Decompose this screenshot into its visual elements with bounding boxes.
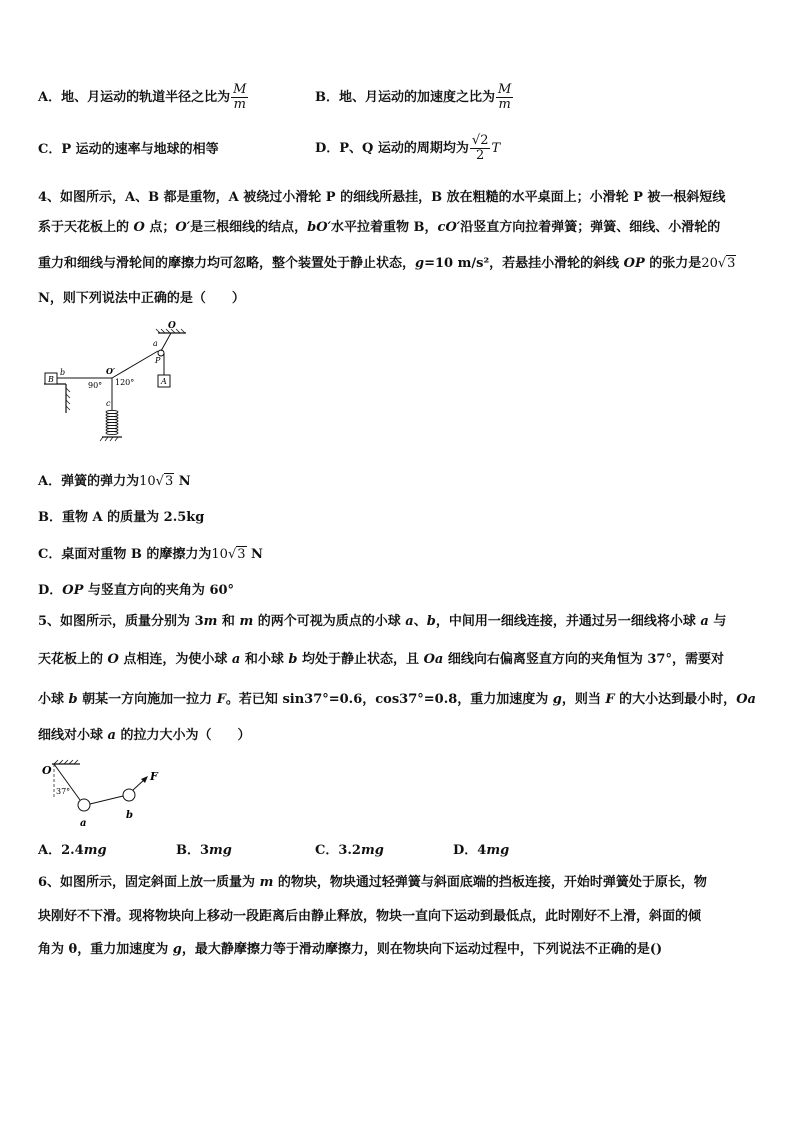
- q5-option-a: A．2.4mg: [38, 843, 107, 858]
- q5-figure: [40, 758, 170, 830]
- q4-option-a: A．弹簧的弹力为10√3 N: [38, 474, 191, 489]
- q4-line-4: N，则下列说法中正确的是（ ）: [38, 291, 245, 306]
- q5-line-2: 天花板上的 O 点相连，为使小球 a 和小球 b 均处于静止状态，且 Oa 细线向右偏离竖直方向的夹角恒为 37°，需要对: [38, 652, 724, 667]
- q3-option-c: C．P 运动的速率与地球的相等: [38, 142, 219, 157]
- q4-tension-value: 20√3: [701, 256, 736, 271]
- q4-fig-label-120: 120°: [115, 378, 135, 387]
- q4-fig-label-90: 90°: [88, 381, 103, 390]
- q3-option-a-fraction: $\frac{M}{m}$: [233, 82, 247, 112]
- q4-fig-label-c: c: [106, 399, 111, 408]
- q3-option-a-text: A．地、月运动的轨道半径之比为: [38, 90, 231, 105]
- q4-line-3: 重力和细线与滑轮间的摩擦力均可忽略，整个装置处于静止状态，g=10 m/s²，若悬挂小滑轮的斜线 OP 的张力是20√3: [38, 256, 736, 271]
- q4-fig-label-o-prime: O′: [106, 366, 116, 376]
- q3-option-d-fraction: $\frac{√2}{2}$: [471, 133, 489, 163]
- ball-a: [78, 799, 90, 811]
- q5-fig-label-a: a: [80, 818, 87, 829]
- q3-option-a: [38, 83, 249, 112]
- q3-option-d-text: D．P、Q 运动的周期均为: [315, 141, 469, 156]
- q4-fig-label-p: P: [155, 356, 161, 365]
- q5-option-c: C．3.2mg: [315, 843, 384, 858]
- q3-option-b: [315, 83, 514, 112]
- q4-figure: [40, 318, 200, 443]
- q5-line-1: 5、如图所示，质量分别为 3m 和 m 的两个可视为质点的小球 a、b，中间用一细线连接，并通过另一细线将小球 a 与: [38, 614, 727, 629]
- spring-icon: [106, 410, 118, 434]
- q5-line-4: 细线对小球 a 的拉力大小为（ ）: [38, 728, 251, 743]
- q3-option-d: D．P、Q 运动的周期均为 $\frac{√2}{2}$ T: [315, 133, 501, 163]
- q5-fig-label-f: F: [150, 770, 158, 783]
- q4-fig-label-o: O: [168, 321, 176, 331]
- q4-option-b: B．重物 A 的质量为 2.5kg: [38, 510, 205, 525]
- q4-option-c: C．桌面对重物 B 的摩擦力为10√3 N: [38, 547, 263, 562]
- q5-option-d: D．4mg: [453, 843, 510, 858]
- q4-line-1: 4、如图所示，A、B 都是重物，A 被绕过小滑轮 P 的细线所悬挂，B 放在粗糙的水平桌面上；小滑轮 P 被一根斜短线: [38, 190, 726, 205]
- q4-line-2: 系于天花板上的 O 点；O′是三根细线的结点，bO′水平拉着重物 B，cO′沿竖直方向拉着弹簧；弹簧、细线、小滑轮的: [38, 220, 721, 235]
- q5-fig-label-37: 37°: [56, 787, 71, 796]
- q6-line-2: 块刚好不下滑。现将物块向上移动一段距离后由静止释放，物块一直向下运动到最低点，此时刚好不上滑，斜面的倾: [38, 909, 702, 924]
- q5-line-3: 小球 b 朝某一方向施加一拉力 F。若已知 sin37°=0.6，cos37°=0.8，重力加速度为 g，则当 F 的大小达到最小时，Oa: [38, 692, 756, 707]
- q4-fig-label-a: a: [153, 339, 158, 348]
- q6-line-3: 角为 θ，重力加速度为 g，最大静摩擦力等于滑动摩擦力，则在物块向下运动过程中，下列说法不正确的是(): [38, 942, 663, 957]
- q5-fig-label-b: b: [126, 810, 133, 821]
- q5-fig-label-o: O: [42, 764, 52, 777]
- q4-fig-label-b: b: [60, 368, 66, 377]
- q3-option-b-text: B．地、月运动的加速度之比为: [315, 90, 495, 105]
- q3-option-b-fraction: $\frac{M}{m}$: [498, 82, 512, 112]
- q4-option-d: D．OP 与竖直方向的夹角为 60°: [38, 583, 235, 598]
- q4-fig-label-block-b: B: [48, 375, 54, 384]
- q5-option-b: B．3mg: [176, 843, 232, 858]
- ball-b: [123, 789, 135, 801]
- q6-line-1: 6、如图所示，固定斜面上放一质量为 m 的物块，物块通过轻弹簧与斜面底端的挡板连接，开始时弹簧处于原长，物: [38, 875, 707, 890]
- q4-fig-label-block-a: A: [161, 377, 167, 386]
